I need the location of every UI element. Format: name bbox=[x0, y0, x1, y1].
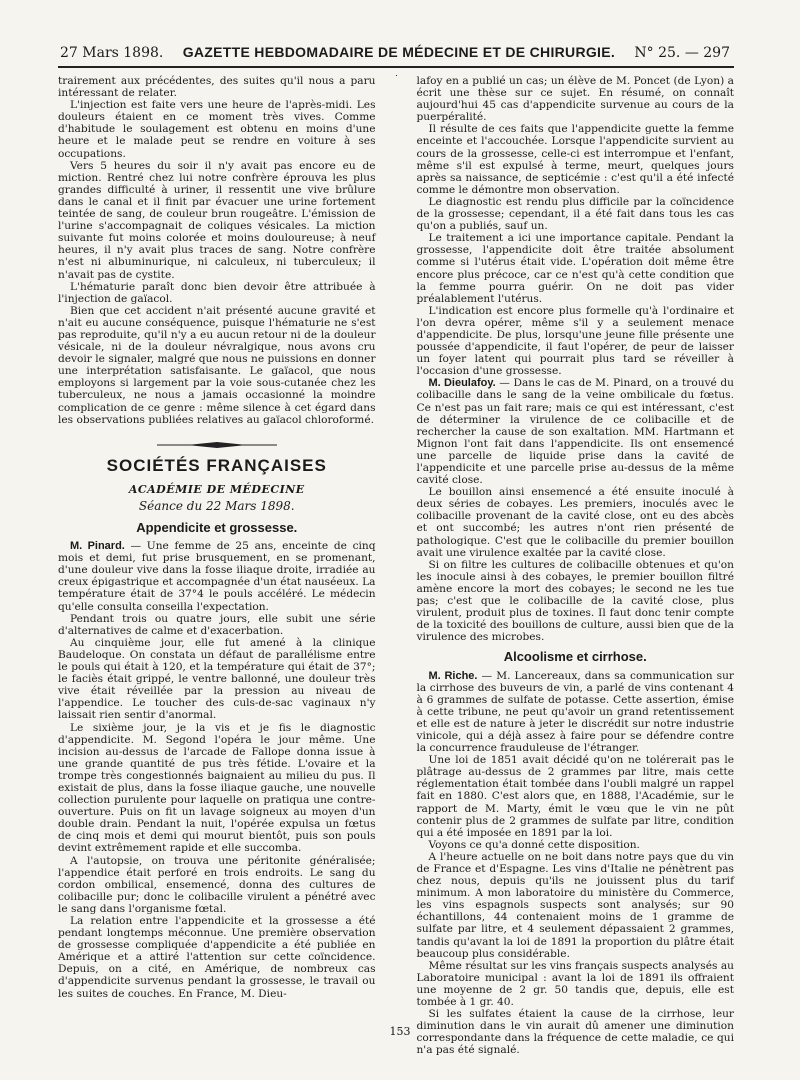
speaker-name: M. Pinard. bbox=[70, 540, 125, 553]
paragraph: A l'heure actuelle on ne boit dans notre pays que du vin de France et d'Espagne. Les vins d'Italie ne pénètrent pas chez nous, depuis qu'ils ne jouissent plus du tarif minimum. A mon laboratoire du ministère du Commerce, les vins espagnols suspects sont analysés; sur 90 échantillons, 44 contenaient moins de 1 gramme de sulfate par litre, et 4 seulement dépassaient 2 grammes, tandis qu'avant la loi de 1891 la proportion du plâtre était beaucoup plus considérable. bbox=[416, 850, 734, 960]
paragraph: Le sixième jour, je la vis et je fis le diagnostic d'appendicite. M. Segond l'opéra le jour même. Une incision au-dessus de l'arcade de Fallope donna issue à une grande quantité de pus très fétide. L'ovaire et la trompe très congestionnés baignaient au milieu du pus. Il existait de plus, dans la fosse iliaque gauche, une nouvelle collection purulente pour laquelle on pratiqua une contre-ouverture. Puis on fit un lavage soigneux au moyen d'un double drain. Pendant la nuit, l'opérée expulsa un fœtus de cinq mois et demi qui mourut bientôt, puis son pouls devint extrêmement rapide et elle succomba. bbox=[58, 721, 376, 855]
paragraph bbox=[58, 540, 376, 613]
paragraph: A l'autopsie, on trouva une péritonite généralisée; l'appendice était perforé en trois endroits. Le sang du cordon ombilical, ensemencé, donna des cultures de colibacille pur; donc le colibacille virulent a pénétré avec le sang dans l'organisme fœtal. bbox=[58, 854, 376, 915]
issue-number: N° 25. — 297 bbox=[634, 45, 730, 61]
section-heading-societes: SOCIÉTÉS FRANÇAISES bbox=[106, 455, 327, 475]
paragraph: Le traitement a ici une importance capitale. Pendant la grossesse, l'appendicite doit être traitée absolument comme si l'utérus était vide. L'opération doit même être encore plus précoce, car ce n'est qu'à cette condition que la femme pourra guérir. On ne doit pas vider préalablement l'utérus. bbox=[416, 232, 734, 305]
paragraph bbox=[416, 377, 734, 486]
paragraph: Pendant trois ou quatre jours, elle subit une série d'alternatives de calme et d'exacerbation. bbox=[58, 612, 376, 637]
paragraph: Vers 5 heures du soir il n'y avait pas encore eu de miction. Rentré chez lui notre confrère éprouva les plus grandes difficulté à uriner, il ressentit une vive brûlure dans le canal et il finit par évacuer une urine fortement teintée de sang, de couleur brun rougeâtre. L'émission de l'urine s'accompagnait de coliques vésicales. La miction suivante fut moins colorée et moins douloureuse; à neuf heures, il n'y avait plus traces de sang. Notre confrère n'est ni albuminurique, ni calculeux, ni tuberculeux; il n'avait pas de cystite. bbox=[58, 159, 376, 281]
paragraph: Si les sulfates étaient la cause de la cirrhose, leur diminution dans le vin aurait dû amener une diminution correspondante dans la fréquence de cette maladie, ce qui n'a pas été signalé. bbox=[416, 1008, 734, 1057]
right-column bbox=[416, 75, 734, 1057]
paragraph-text: — Dans le cas de M. Pinard, on a trouvé du colibacille dans le sang de la veine ombilicale du fœtus. Ce n'est pas un fait rare; mais ce qui est intéressant, c'est de déterminer la virulence de ce colibacille et de rechercher la cause de son exaltation. MM. Hartmann et Mignon l'ont fait dans l'appendicite. Ils ont ensemencé une parcelle de liquide prise dans la cavité de l'appendicite et une parcelle prise au-dessus de la même cavité close. bbox=[416, 377, 734, 487]
paragraph: Même résultat sur les vins français suspects analysés au Laboratoire municipal : avant la loi de 1891 ils offraient une moyenne de 2 gr. 50 tandis que, depuis, elle est tombée à 1 gr. 40. bbox=[416, 959, 734, 1009]
column-divider bbox=[396, 75, 397, 76]
paragraph: La relation entre l'appendicite et la grossesse a été pendant longtemps méconnue. Une première observation de grossesse compliquée d'appendicite a été publiée en Amérique et a attiré l'attention sur cette coïncidence. Depuis, on a cité, en Amérique, de nombreux cas d'appendicite survenus pendant la grossesse, le travail ou les suites de couches. En France, M. Dieu- bbox=[58, 915, 376, 1000]
paragraph: lafoy en a publié un cas; un élève de M. Poncet (de Lyon) a écrit une thèse sur ce sujet. En résumé, on connaît aujourd'hui 45 cas d'appendicite survenue au cours de la puerpéralité. bbox=[416, 75, 734, 124]
paragraph: Bien que cet accident n'ait présenté aucune gravité et n'ait eu aucune conséquence, puisque l'hématurie ne s'est pas reproduite, qu'il n'y a eu aucun retour ni de la douleur vésicale, ni de la douleur névralgique, nous avons cru devoir le signaler, malgré que nous ne puissions en donner une interprétation satisfaisante. Le gaïacol, que nous employons si largement par la voie sous-cutanée chez les tuberculeux, ne nous a jamais occasionné la moindre complication de ce genre : même silence à cet égard dans les observations publiées relatives au gaïacol chloroformé. bbox=[58, 304, 376, 426]
paragraph: Le diagnostic est rendu plus difficile par la coïncidence de la grossesse; cependant, il a été fait dans tous les cas qu'on a publiés, sauf un. bbox=[416, 195, 734, 233]
paragraph: Il résulte de ces faits que l'appendicite guette la femme enceinte et l'accouchée. Lorsque l'appendicite survient au cours de la grossesse, celle-ci est interrompue et l'enfant, même s'il est expulsé à terme, meurt, quelques jours après sa naissance, de septicémie : c'est qu'il a été infecté comme le démontre mon observation. bbox=[416, 123, 734, 196]
paragraph-text: — Une femme de 25 ans, enceinte de cinq mois et demi, fut prise brusquement, en se promenant, d'une douleur vive dans la fosse iliaque droite, irradiée au creux épigastrique et accompagnée d'un état nauséeux. La température était de 37°4 le pouls accéléré. Le médecin qu'elle consulta conseilla l'expectation. bbox=[58, 540, 376, 613]
speaker-name: M. Riche. bbox=[428, 669, 478, 682]
paragraph: Une loi de 1851 avait décidé qu'on ne tolérerait pas le plâtrage au-dessus de 2 grammes par litre, mais cette réglementation était tombée dans l'oubli malgré un rappel fait en 1880. C'est alors que, en 1888, l'Académie, sur le rapport de M. Marty, émit le vœu que le vin ne pût contenir plus de 2 grammes de sulfate par litre, condition qui a été imposée en 1891 par la loi. bbox=[416, 754, 734, 839]
academy-heading: ACADÉMIE DE MÉDECINE bbox=[128, 482, 305, 496]
header-rule bbox=[58, 66, 734, 68]
ornamental-divider bbox=[157, 440, 277, 450]
section-title-alcoolisme: Alcoolisme et cirrhose. bbox=[503, 649, 647, 665]
paragraph: Au cinquième jour, elle fut amené à la clinique Baudeloque. On constata un défaut de parallélisme entre le pouls qui était à 120, et la température qui était de 37°; le faciès était grippé, le ventre ballonné, une douleur très vive était réveillée par la pression au niveau de l'appendice. Le toucher des culs-de-sac vaginaux n'y laissait rien sentir d'anormal. bbox=[58, 636, 376, 722]
paragraph bbox=[416, 670, 734, 755]
left-column bbox=[58, 75, 376, 1020]
journal-title: GAZETTE HEBDOMADAIRE DE MÉDECINE ET DE CHIRURGIE. bbox=[182, 44, 616, 60]
running-header bbox=[60, 44, 730, 64]
session-date: Séance du 22 Mars 1898. bbox=[138, 498, 295, 513]
paragraph: L'injection est faite vers une heure de l'après-midi. Les douleurs étaient en ce moment très vives. Comme d'habitude le soulagement est obtenu en moins d'une heure et le malade peut se rendre en voiture à ses occupations. bbox=[58, 99, 376, 160]
section-title-appendicite: Appendicite et grossesse. bbox=[136, 520, 298, 535]
paragraph: L'hématurie paraît donc bien devoir être attribuée à l'injection de gaïacol. bbox=[58, 280, 376, 305]
paragraph: Si on filtre les cultures de colibacille obtenues et qu'on les inocule ainsi à des cobayes, le premier bouillon filtré amène encore la mort des cobayes; le second ne les tue pas; c'est que le colibacille de la cavité close, plus virulent, produit plus de toxines. Il faut donc tenir compte de la toxicité des bouillons de culture, aussi bien que de la virulence des microbes. bbox=[416, 558, 734, 644]
paragraph-text: — M. Lancereaux, dans sa communication sur la cirrhose des buveurs de vin, a parlé de vins contenant 4 à 6 grammes de sulfate de potasse. Cette assertion, émise à cette tribune, ne peut qu'avoir un grand retentissement et elle est de nature à jeter le discrédit sur notre industrie vinicole, qui a déjà assez à faire pour se défendre contre la concurrence frauduleuse de l'étranger. bbox=[416, 669, 734, 755]
paragraph: trairement aux précédentes, des suites qu'il nous a paru intéressant de relater. bbox=[58, 75, 376, 100]
paragraph: Le bouillon ainsi ensemencé a été ensuite inoculé à deux séries de cobayes. Les premiers, inoculés avec le colibacille provenant de la cavité close, ont eu des abcès et ont succombé; les autres n'ont rien présenté de pathologique. C'est que le colibacille du premier bouillon avait une virulence exaltée par la cavité close. bbox=[416, 486, 734, 559]
paragraph: Voyons ce qu'a donné cette disposition. bbox=[428, 838, 640, 851]
header-date: 27 Mars 1898. bbox=[60, 45, 164, 61]
speaker-name: M. Dieulafoy. bbox=[428, 377, 496, 390]
paragraph: L'indication est encore plus formelle qu'à l'ordinaire et l'on devra opérer, même s'il y a seulement menace d'appendicite. De plus, lorsqu'une jeune fille présente une poussée d'appendicite, il faut l'opérer, de peur de laisser un foyer latent qui pourrait plus tard se réveiller à l'occasion d'une grossesse. bbox=[416, 304, 734, 378]
page-folio: 153 bbox=[389, 1025, 411, 1038]
